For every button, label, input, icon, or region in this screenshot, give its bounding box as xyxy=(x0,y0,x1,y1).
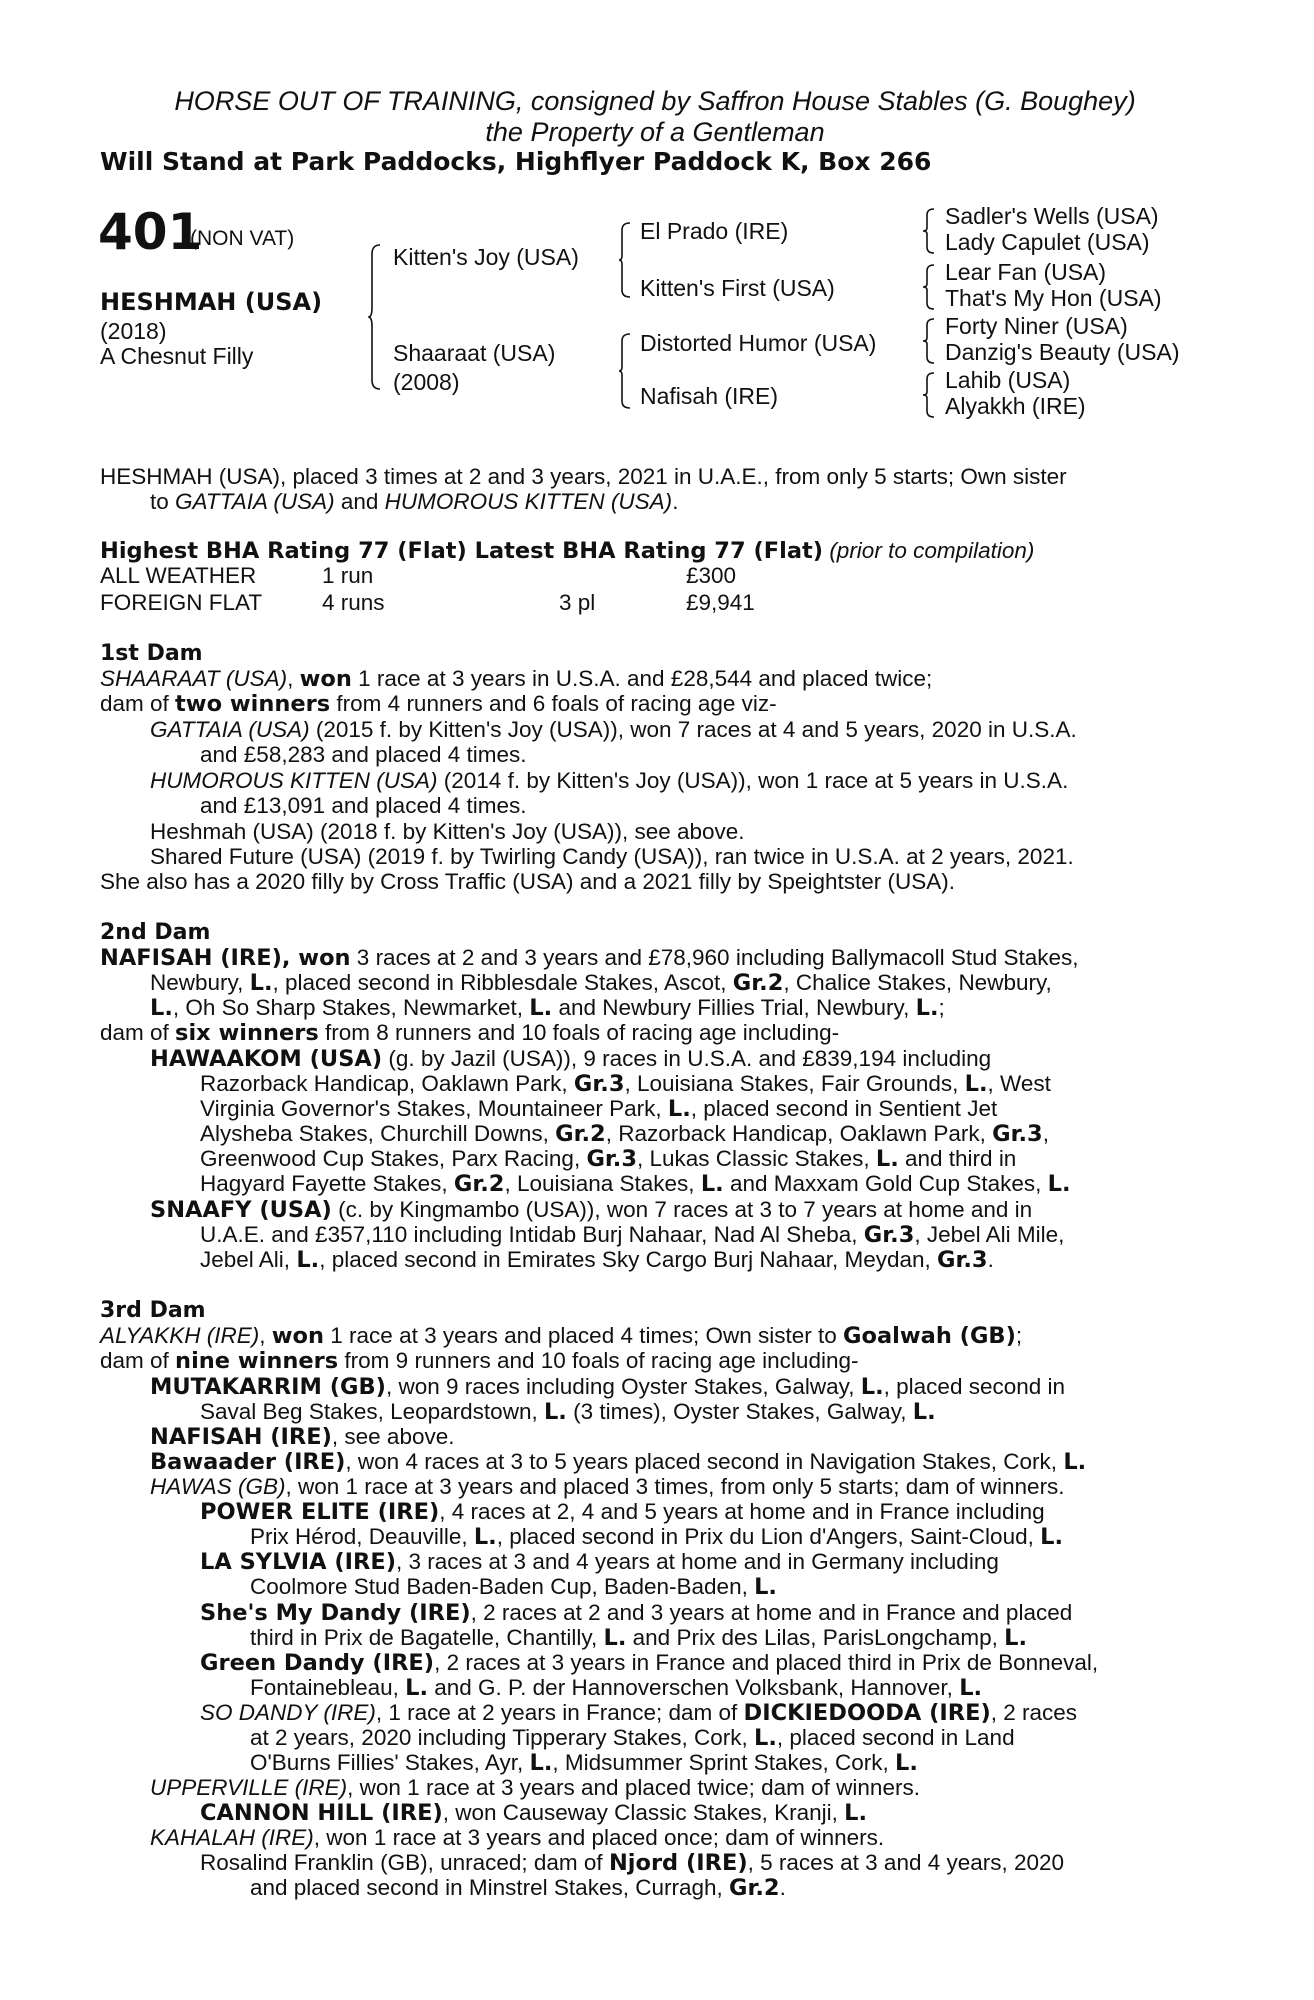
dam2-snaafy-3: Jebel Ali, L., placed second in Emirates Sky Cargo Burj Nahaar, Meydan, Gr.3. xyxy=(200,1247,994,1273)
dam3-la-sylvia-1: LA SYLVIA (IRE), 3 races at 3 and 4 years at home and in Germany including xyxy=(200,1549,999,1575)
pedigree-sire: Kitten's Joy (USA) xyxy=(393,244,579,270)
summary-line-2: to GATTAIA (USA) and HUMOROUS KITTEN (USA). xyxy=(150,489,679,514)
pedigree-bracket-main xyxy=(368,244,382,390)
dam3-rosalind-2: and placed second in Minstrel Stakes, Curragh, Gr.2. xyxy=(250,1875,786,1901)
dam3-hawas: HAWAS (GB), won 1 race at 3 years and placed 3 times, from only 5 starts; dam of winners. xyxy=(150,1474,1065,1499)
dam3-power-elite-2: Prix Hérod, Deauville, L., placed second in Prix du Lion d'Angers, Saint-Cloud, L. xyxy=(250,1524,1063,1550)
dam1-humorous-1: HUMOROUS KITTEN (USA) (2014 f. by Kitten's Joy (USA)), won 1 race at 5 years in U.S.A. xyxy=(150,768,1069,793)
dam1-heshmah: Heshmah (USA) (2018 f. by Kitten's Joy (USA)), see above. xyxy=(150,819,745,844)
dam1-shared-future: Shared Future (USA) (2019 f. by Twirling Candy (USA)), ran twice in U.S.A. at 2 years, 2021. xyxy=(150,844,1074,869)
dam2-hawaakom-1: HAWAAKOM (USA) (g. by Jazil (USA)), 9 races in U.S.A. and £839,194 including xyxy=(150,1046,992,1072)
pedigree-bracket-ss xyxy=(922,208,936,254)
dam2-line-2: Newbury, L., placed second in Ribblesdale Stakes, Ascot, Gr.2, Chalice Stakes, Newbury, xyxy=(150,970,1052,996)
horse-description: A Chesnut Filly xyxy=(100,343,254,369)
pedigree-bracket-sire xyxy=(618,222,632,298)
dam2-hawaakom-4: Alysheba Stakes, Churchill Downs, Gr.2, Razorback Handicap, Oaklawn Park, Gr.3, xyxy=(200,1121,1049,1147)
dam3-rosalind-1: Rosalind Franklin (GB), unraced; dam of Njord (IRE), 5 races at 3 and 4 years, 2020 xyxy=(200,1850,1065,1876)
pedigree-sds: Lear Fan (USA) xyxy=(945,259,1107,285)
lot-number: 401 xyxy=(98,203,203,261)
dam3-so-dandy-2: at 2 years, 2020 including Tipperary Stakes, Cork, L., placed second in Land xyxy=(250,1725,1015,1751)
pedigree-bracket-ds xyxy=(922,318,936,364)
section-2nd-dam: 2nd Dam xyxy=(100,920,211,945)
dam3-green-dandy-2: Fontainebleau, L. and G. P. der Hannoverschen Volksbank, Hannover, L. xyxy=(250,1675,983,1701)
pedigree-bracket-dd xyxy=(922,372,936,418)
dam1-gattaia-2: and £58,283 and placed 4 times. xyxy=(200,742,527,767)
dam2-line-1: NAFISAH (IRE), won 3 races at 2 and 3 years and £78,960 including Ballymacoll Stud Stakes, xyxy=(100,945,1079,971)
dam1-gattaia-1: GATTAIA (USA) (2015 f. by Kitten's Joy (USA)), won 7 races at 4 and 5 years, 2020 in U.S.A. xyxy=(150,717,1077,742)
horse-year: (2018) xyxy=(100,318,167,344)
dam2-snaafy-2: U.A.E. and £357,110 including Intidab Burj Nahaar, Nad Al Sheba, Gr.3, Jebel Ali Mile, xyxy=(200,1222,1065,1248)
dam3-line-1: ALYAKKH (IRE), won 1 race at 3 years and placed 4 times; Own sister to Goalwah (GB); xyxy=(100,1323,1023,1349)
dam3-mutakarrim-2: Saval Beg Stakes, Leopardstown, L. (3 times), Oyster Stakes, Galway, L. xyxy=(200,1399,936,1425)
pedigree-ddd: Alyakkh (IRE) xyxy=(945,393,1086,419)
pedigree-sire-dam: Kitten's First (USA) xyxy=(640,275,835,301)
pedigree-bracket-dam xyxy=(618,333,632,409)
summary-line-1: HESHMAH (USA), placed 3 times at 2 and 3 years, 2021 in U.A.E., from only 5 starts; Own sister xyxy=(100,464,1067,489)
section-1st-dam: 1st Dam xyxy=(100,641,203,666)
pedigree-sdd: That's My Hon (USA) xyxy=(945,285,1162,311)
horse-name: HESHMAH (USA) xyxy=(100,288,323,316)
pedigree-dam: Shaaraat (USA) xyxy=(393,340,556,366)
dam2-hawaakom-2: Razorback Handicap, Oaklawn Park, Gr.3, Louisiana Stakes, Fair Grounds, L., West xyxy=(200,1071,1051,1097)
dam3-power-elite-1: POWER ELITE (IRE), 4 races at 2, 4 and 5 years at home and in France including xyxy=(200,1499,1045,1525)
pedigree-dds: Lahib (USA) xyxy=(945,367,1071,393)
dam2-hawaakom-6: Hagyard Fayette Stakes, Gr.2, Louisiana Stakes, L. and Maxxam Gold Cup Stakes, L. xyxy=(200,1171,1071,1197)
dam3-kahalah: KAHALAH (IRE), won 1 race at 3 years and placed once; dam of winners. xyxy=(150,1825,885,1850)
dam3-upperville: UPPERVILLE (IRE), won 1 race at 3 years and placed twice; dam of winners. xyxy=(150,1775,920,1800)
dam1-also: She also has a 2020 filly by Cross Traffic (USA) and a 2021 filly by Speightster (USA). xyxy=(100,869,955,894)
dam2-hawaakom-3: Virginia Governor's Stakes, Mountaineer Park, L., placed second in Sentient Jet xyxy=(200,1096,998,1122)
pedigree-dam-year: (2008) xyxy=(393,369,460,395)
pedigree-ssd: Lady Capulet (USA) xyxy=(945,229,1150,255)
dam1-line: SHAARAAT (USA), won 1 race at 3 years in U.S.A. and £28,544 and placed twice; xyxy=(100,666,933,692)
dam3-bawaader: Bawaader (IRE), won 4 races at 3 to 5 years placed second in Navigation Stakes, Cork, L. xyxy=(150,1449,1087,1475)
dam3-produce-line: dam of nine winners from 9 runners and 10 foals of racing age including- xyxy=(100,1348,859,1374)
pedigree-dsd: Danzig's Beauty (USA) xyxy=(945,339,1180,365)
section-3rd-dam: 3rd Dam xyxy=(100,1298,206,1323)
dam3-mutakarrim-1: MUTAKARRIM (GB), won 9 races including Oyster Stakes, Galway, L., placed second in xyxy=(150,1374,1066,1400)
dam2-produce-line: dam of six winners from 8 runners and 10 foals of racing age including- xyxy=(100,1020,840,1046)
dam3-la-sylvia-2: Coolmore Stud Baden-Baden Cup, Baden-Baden, L. xyxy=(250,1574,777,1600)
dam3-green-dandy-1: Green Dandy (IRE), 2 races at 3 years in France and placed third in Prix de Bonneval, xyxy=(200,1650,1099,1676)
dam3-nafisah: NAFISAH (IRE), see above. xyxy=(150,1424,455,1450)
pedigree-dam-sire: Distorted Humor (USA) xyxy=(640,330,877,356)
dam3-cannon-hill: CANNON HILL (IRE), won Causeway Classic Stakes, Kranji, L. xyxy=(200,1800,868,1826)
stand-line: Will Stand at Park Paddocks, Highflyer Paddock K, Box 266 xyxy=(100,147,932,176)
dam2-snaafy-1: SNAAFY (USA) (c. by Kingmambo (USA)), won 7 races at 3 to 7 years at home and in xyxy=(150,1197,1033,1223)
vat-status: (NON VAT) xyxy=(190,227,295,250)
dam1-humorous-2: and £13,091 and placed 4 times. xyxy=(200,793,527,818)
bha-rating: Highest BHA Rating 77 (Flat) Latest BHA Rating 77 (Flat) (prior to compilation) xyxy=(100,538,1035,564)
pedigree-sss: Sadler's Wells (USA) xyxy=(945,203,1159,229)
pedigree-dss: Forty Niner (USA) xyxy=(945,313,1128,339)
pedigree-sire-sire: El Prado (IRE) xyxy=(640,218,789,244)
rating-row-foreign-flat: FOREIGN FLAT 4 runs 3 pl £9,941 xyxy=(100,590,755,615)
dam3-so-dandy-1: SO DANDY (IRE), 1 race at 2 years in France; dam of DICKIEDOODA (IRE), 2 races xyxy=(200,1700,1078,1726)
pedigree-bracket-sd xyxy=(922,264,936,310)
consignor-line: HORSE OUT OF TRAINING, consigned by Saffron House Stables (G. Boughey) xyxy=(174,86,1136,116)
dam1-produce-line: dam of two winners from 4 runners and 6 foals of racing age viz- xyxy=(100,691,777,717)
pedigree-dam-dam: Nafisah (IRE) xyxy=(640,383,779,409)
dam3-shes-my-dandy-2: third in Prix de Bagatelle, Chantilly, L. and Prix des Lilas, ParisLongchamp, L. xyxy=(250,1625,1027,1651)
dam3-shes-my-dandy-1: She's My Dandy (IRE), 2 races at 2 and 3 years at home and in France and placed xyxy=(200,1600,1073,1626)
dam2-line-3: L., Oh So Sharp Stakes, Newmarket, L. and Newbury Fillies Trial, Newbury, L.; xyxy=(150,995,945,1021)
dam2-hawaakom-5: Greenwood Cup Stakes, Parx Racing, Gr.3, Lukas Classic Stakes, L. and third in xyxy=(200,1146,1017,1172)
rating-row-all-weather: ALL WEATHER 1 run £300 xyxy=(100,563,737,588)
property-line: the Property of a Gentleman xyxy=(485,117,825,147)
dam3-so-dandy-3: O'Burns Fillies' Stakes, Ayr, L., Midsummer Sprint Stakes, Cork, L. xyxy=(250,1750,918,1776)
